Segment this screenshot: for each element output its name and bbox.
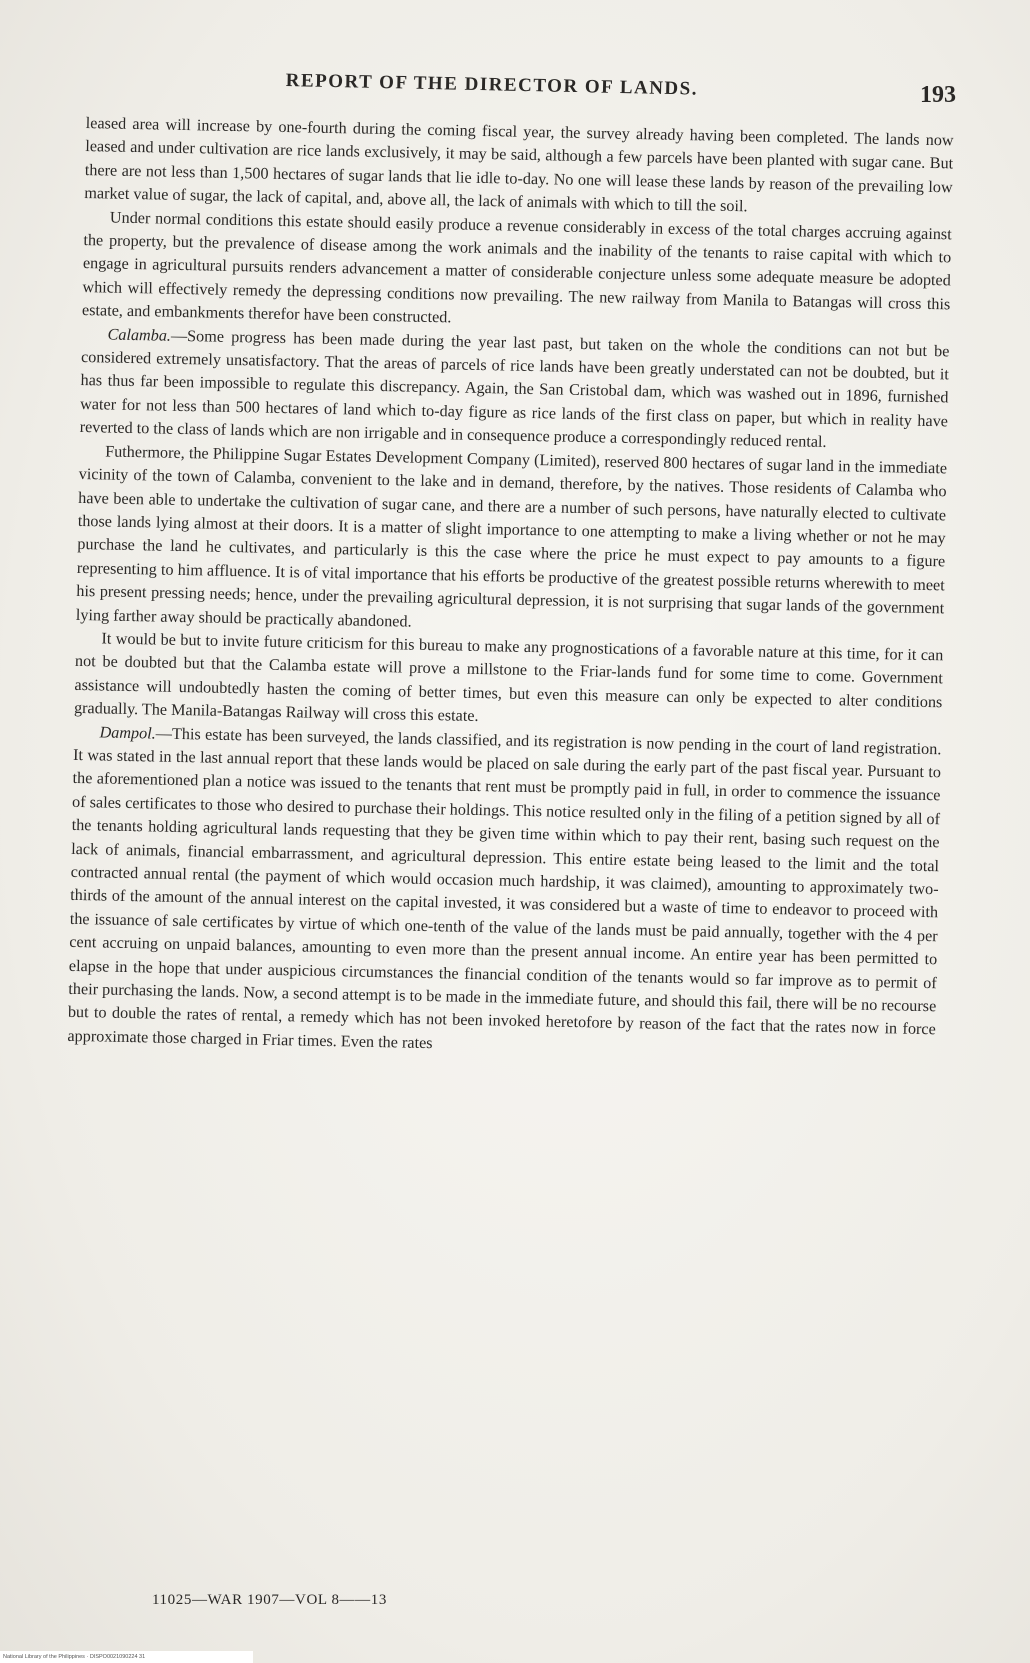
paragraph xyxy=(74,627,944,738)
running-head: REPORT OF THE DIRECTOR OF LANDS. xyxy=(285,70,699,100)
paragraph-text: —This estate has been surveyed, the lands classified, and its registration is now pending in the court of land registration. It was stated in the last annual report that these lands would be placed on sale during the early part of the past fiscal year. Pursuant to the aforementioned plan a notice was issued to the tenants that rent must be promptly paid in full, in order to commence the issuance of sales certificates to those who desired to purchase their holdings. This notice resulted only in the filing of a petition signed by all of the tenants holding agricultural lands requesting that they be given time within which to pay their rent, basing such request on the lack of animals, financial embarrassment, and agricultural depression. This entire estate being leased to the limit and the total contracted annual rental (the payment of which would occasion much hardship, it was claimed), amounting to approximately two-thirds of the amount of the annual interest on the capital invested, it was considered but a waste of time to endeavor to proceed with the issuance of sale certificates by virtue of which one-tenth of the value of the lands must be paid annually, together with the 4 per cent accruing on unpaid balances, amounting to even more than the present annual income. An entire year has been permitted to elapse in the hope that under auspicious circumstances the financial condition of the tenants would so far improve as to permit of their purchasing the lands. Now, a second attempt is to be made in the immediate future, and should this fail, there will be no recourse but to double the rates of rental, a remedy which has not been invoked heretofore by reason of the fact that the rates now in force approximate those charged in Friar times. Even the rates xyxy=(67,724,942,1052)
subsection-heading-dampol: Dampol. xyxy=(99,722,156,743)
paragraph-text: Under normal conditions this estate should easily produce a revenue considerably in excess of the total charges accruing against the property, but the prevalence of disease among the work animals and the inability of the tenants to raise capital with which to engage in agricultural pursuits renders advancement a matter of considerable conjecture unless some adequate measure be adopted which will effectively remedy the depressing conditions now prevailing. The new railway from Manila to Batangas will cross this estate, and embankments therefor have been constructed. xyxy=(81,208,952,327)
paragraph-text: It would be but to invite future criticism for this bureau to make any prognostications of a favorable nature at this time, for it can not be doubted but that the Calamba estate will prove a millstone to the Friar-lands fund for some time to come. Government assistance will undoubtedly hasten the coming of better times, but even this measure can only be expected to alter conditions gradually. The Manila-Batangas Railway will cross this estate. xyxy=(73,629,944,726)
page-number: 193 xyxy=(920,82,956,108)
paragraph xyxy=(82,206,952,340)
body-text xyxy=(67,112,954,1065)
footer-signature: 11025—WAR 1907—VOL 8——13 xyxy=(152,1592,387,1608)
paragraph-text: Futhermore, the Philippine Sugar Estates Development Company (Limited), reserved 800 hectares of sugar land in the immediate vicinity of the town of Calamba, convenient to the lake and in demand, therefore, by the natives. Those residents of Calamba who have been able to undertake the cultivation of sugar cane, and there are a number of such persons, have naturally elected to cultivate those lands lying almost at their doors. It is a matter of slight importance to one attempting to make a living whether or not he may purchase the land he cultivates, and particularly is this the case where the price he must expect to pay amounts to a figure representing to him affluence. It is of vital importance that his efforts be productive of the greatest possible returns wherewith to meet his present pressing needs; hence, under the prevailing agricultural depression, it is not surprising that sugar lands of the government lying farther away should be practically abandoned. xyxy=(75,442,948,631)
archive-strip: National Library of the Philippines · DISPO0021090224 31 xyxy=(0,1651,253,1663)
paragraph xyxy=(76,440,948,645)
paragraph xyxy=(67,720,941,1065)
paragraph xyxy=(79,323,949,457)
paragraph-text: leased area will increase by one-fourth during the coming fiscal year, the survey already having been completed. The lands now leased and under cultivation are rice lands exclusively, it may be said, although a few parcels have been planted with sugar cane. But there are not less than 1,500 hectares of sugar lands that lie idle to-day. No one will lease these lands by reason of the prevailing low market value of sugar, the lack of capital, and, above all, the lack of animals with which to till the soil. xyxy=(84,113,954,216)
paragraph-text: —Some progress has been made during the year last past, but taken on the whole the conditions can not but be considered extremely unsatisfactory. That the areas of parcels of rice lands have been greatly understated can not be doubted, but it has thus far been impossible to regulate this discrepancy. Again, the San Cristobal dam, which was washed out in 1896, furnished water for not less than 500 hectares of land which to-day figure as rice lands of the first class on paper, but which in reality have reverted to the class of lands which are non irrigable and in consequence produce a correspondingly reduced rental. xyxy=(79,326,950,452)
paragraph xyxy=(84,112,954,223)
subsection-heading-calamba: Calamba. xyxy=(107,325,172,345)
page-header xyxy=(86,60,966,108)
